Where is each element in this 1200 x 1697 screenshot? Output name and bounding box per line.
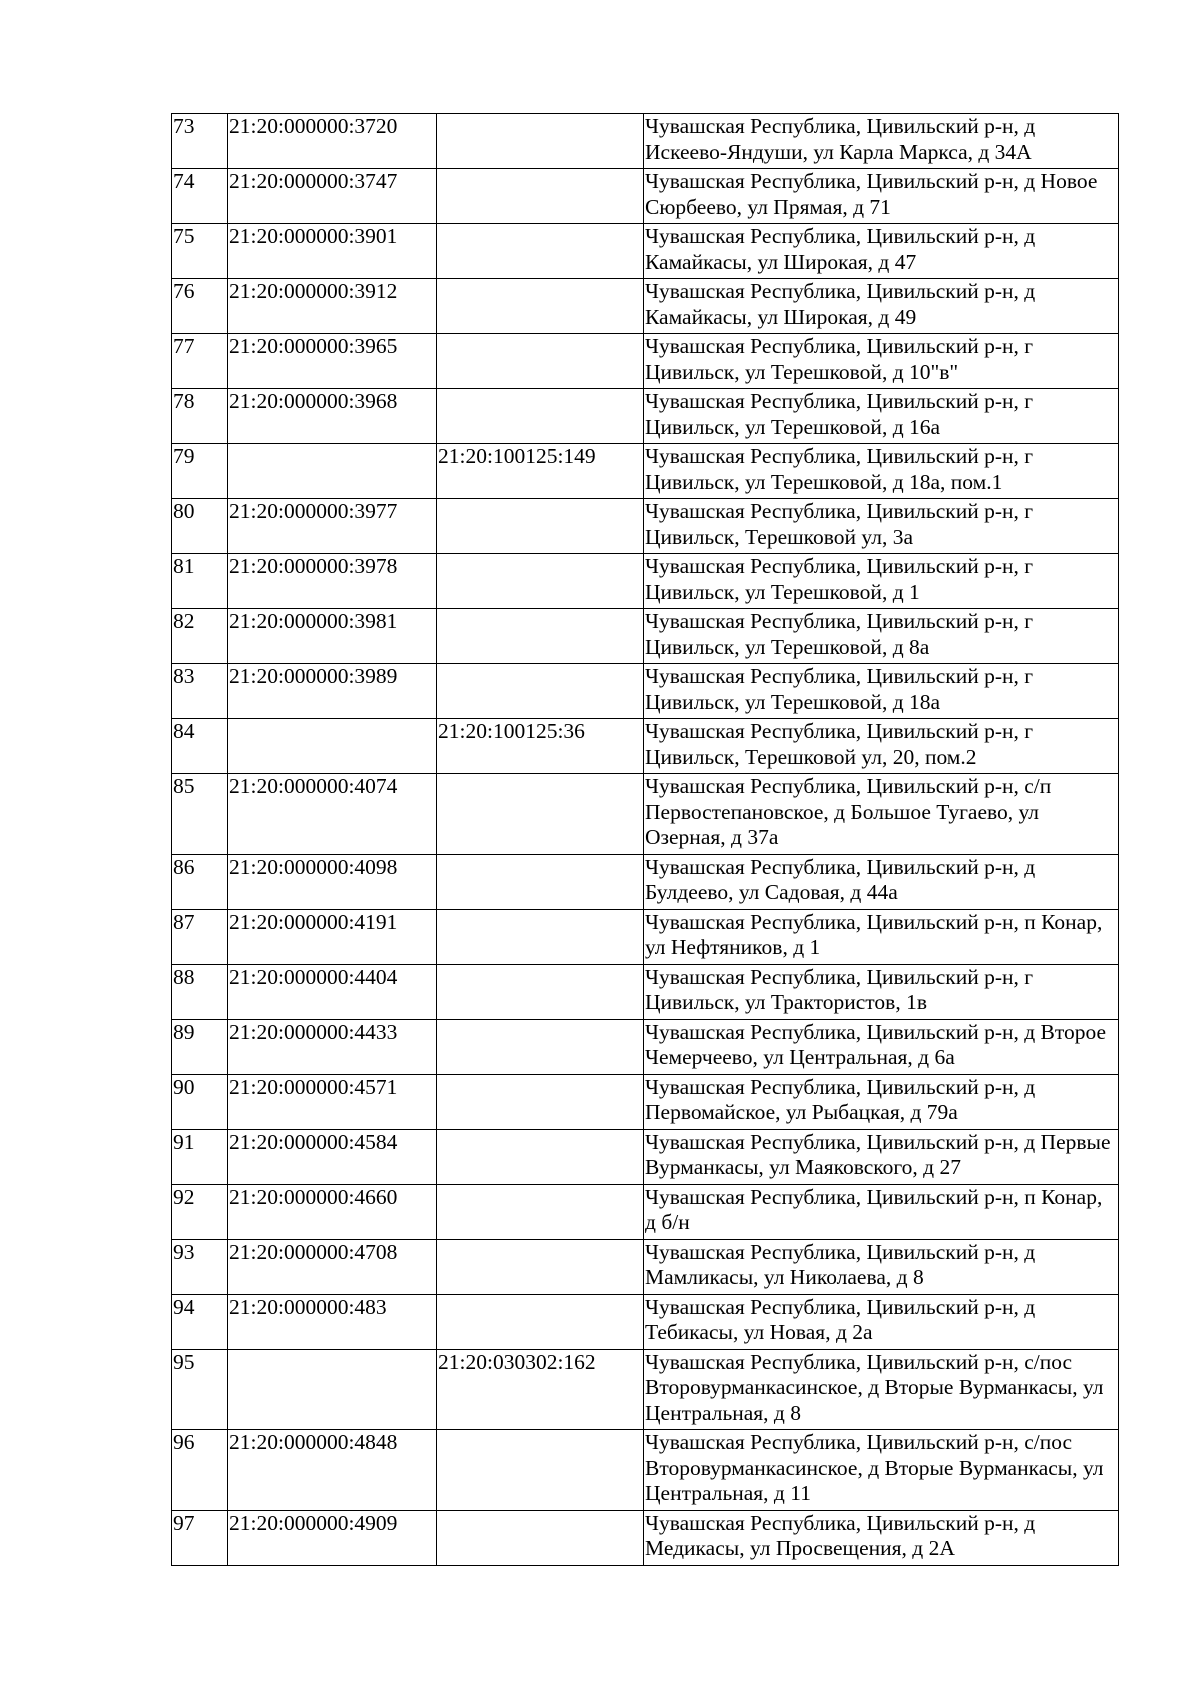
row-number-cell: 93 bbox=[172, 1239, 228, 1294]
table-row bbox=[172, 114, 1119, 169]
table-row bbox=[172, 609, 1119, 664]
premise-cadastral-number-cell bbox=[437, 279, 644, 334]
premise-cadastral-number-cell bbox=[437, 664, 644, 719]
row-number-cell: 86 bbox=[172, 854, 228, 909]
row-number-cell: 84 bbox=[172, 719, 228, 774]
cadastral-number-cell: 21:20:000000:4848 bbox=[228, 1430, 437, 1511]
row-number-cell: 81 bbox=[172, 554, 228, 609]
table-row bbox=[172, 1184, 1119, 1239]
premise-cadastral-number-cell bbox=[437, 909, 644, 964]
premise-cadastral-number-cell bbox=[437, 224, 644, 279]
row-number-cell: 90 bbox=[172, 1074, 228, 1129]
cadastral-number-cell: 21:20:000000:3977 bbox=[228, 499, 437, 554]
table-row bbox=[172, 279, 1119, 334]
row-number-cell: 78 bbox=[172, 389, 228, 444]
table-row bbox=[172, 444, 1119, 499]
address-cell: Чувашская Республика, Цивильский р-н, д Новое Сюрбеево, ул Прямая, д 71 bbox=[644, 169, 1119, 224]
address-cell: Чувашская Республика, Цивильский р-н, г Цивильск, ул Трактористов, 1в bbox=[644, 964, 1119, 1019]
table-row bbox=[172, 719, 1119, 774]
address-cell: Чувашская Республика, Цивильский р-н, п Конар, д б/н bbox=[644, 1184, 1119, 1239]
cadastral-number-cell: 21:20:000000:3981 bbox=[228, 609, 437, 664]
premise-cadastral-number-cell: 21:20:030302:162 bbox=[437, 1349, 644, 1430]
row-number-cell: 76 bbox=[172, 279, 228, 334]
table-row bbox=[172, 854, 1119, 909]
cadastral-number-cell: 21:20:000000:3901 bbox=[228, 224, 437, 279]
table-row bbox=[172, 169, 1119, 224]
premise-cadastral-number-cell bbox=[437, 1184, 644, 1239]
cadastral-number-cell bbox=[228, 719, 437, 774]
cadastral-number-cell: 21:20:000000:4074 bbox=[228, 774, 437, 855]
table-row bbox=[172, 334, 1119, 389]
address-cell: Чувашская Республика, Цивильский р-н, д Булдеево, ул Садовая, д 44а bbox=[644, 854, 1119, 909]
cadastral-number-cell: 21:20:000000:4909 bbox=[228, 1510, 437, 1565]
premise-cadastral-number-cell bbox=[437, 114, 644, 169]
premise-cadastral-number-cell bbox=[437, 1019, 644, 1074]
premise-cadastral-number-cell bbox=[437, 1074, 644, 1129]
table-row bbox=[172, 1349, 1119, 1430]
premise-cadastral-number-cell bbox=[437, 499, 644, 554]
row-number-cell: 74 bbox=[172, 169, 228, 224]
cadastral-number-cell: 21:20:000000:4098 bbox=[228, 854, 437, 909]
row-number-cell: 92 bbox=[172, 1184, 228, 1239]
cadastral-number-cell: 21:20:000000:4708 bbox=[228, 1239, 437, 1294]
premise-cadastral-number-cell: 21:20:100125:149 bbox=[437, 444, 644, 499]
premise-cadastral-number-cell bbox=[437, 774, 644, 855]
cadastral-number-cell: 21:20:000000:4433 bbox=[228, 1019, 437, 1074]
address-cell: Чувашская Республика, Цивильский р-н, г Цивильск, ул Терешковой, д 10"в" bbox=[644, 334, 1119, 389]
row-number-cell: 79 bbox=[172, 444, 228, 499]
cadastral-number-cell: 21:20:000000:3989 bbox=[228, 664, 437, 719]
address-cell: Чувашская Республика, Цивильский р-н, д Камайкасы, ул Широкая, д 47 bbox=[644, 224, 1119, 279]
premise-cadastral-number-cell bbox=[437, 1129, 644, 1184]
address-cell: Чувашская Республика, Цивильский р-н, п Конар, ул Нефтяников, д 1 bbox=[644, 909, 1119, 964]
row-number-cell: 87 bbox=[172, 909, 228, 964]
address-cell: Чувашская Республика, Цивильский р-н, г Цивильск, ул Терешковой, д 16а bbox=[644, 389, 1119, 444]
premise-cadastral-number-cell bbox=[437, 854, 644, 909]
address-cell: Чувашская Республика, Цивильский р-н, г Цивильск, ул Терешковой, д 1 bbox=[644, 554, 1119, 609]
table-row bbox=[172, 1019, 1119, 1074]
address-cell: Чувашская Республика, Цивильский р-н, г Цивильск, ул Терешковой, д 8а bbox=[644, 609, 1119, 664]
premise-cadastral-number-cell bbox=[437, 334, 644, 389]
premise-cadastral-number-cell: 21:20:100125:36 bbox=[437, 719, 644, 774]
cadastral-number-cell: 21:20:000000:4404 bbox=[228, 964, 437, 1019]
row-number-cell: 91 bbox=[172, 1129, 228, 1184]
address-cell: Чувашская Республика, Цивильский р-н, д Первые Вурманкасы, ул Маяковского, д 27 bbox=[644, 1129, 1119, 1184]
address-cell: Чувашская Республика, Цивильский р-н, д Камайкасы, ул Широкая, д 49 bbox=[644, 279, 1119, 334]
address-cell: Чувашская Республика, Цивильский р-н, д Второе Чемерчеево, ул Центральная, д 6а bbox=[644, 1019, 1119, 1074]
premise-cadastral-number-cell bbox=[437, 1239, 644, 1294]
row-number-cell: 96 bbox=[172, 1430, 228, 1511]
table-row bbox=[172, 1510, 1119, 1565]
premise-cadastral-number-cell bbox=[437, 389, 644, 444]
premise-cadastral-number-cell bbox=[437, 1510, 644, 1565]
address-cell: Чувашская Республика, Цивильский р-н, д Мамликасы, ул Николаева, д 8 bbox=[644, 1239, 1119, 1294]
row-number-cell: 83 bbox=[172, 664, 228, 719]
address-cell: Чувашская Республика, Цивильский р-н, г Цивильск, ул Терешковой, д 18а bbox=[644, 664, 1119, 719]
address-cell: Чувашская Республика, Цивильский р-н, г Цивильск, Терешковой ул, 3а bbox=[644, 499, 1119, 554]
row-number-cell: 80 bbox=[172, 499, 228, 554]
premise-cadastral-number-cell bbox=[437, 609, 644, 664]
table-row bbox=[172, 1129, 1119, 1184]
cadastral-number-cell: 21:20:000000:3747 bbox=[228, 169, 437, 224]
table-row bbox=[172, 1074, 1119, 1129]
cadastral-number-cell bbox=[228, 444, 437, 499]
table-row bbox=[172, 554, 1119, 609]
premise-cadastral-number-cell bbox=[437, 169, 644, 224]
cadastral-number-cell: 21:20:000000:4660 bbox=[228, 1184, 437, 1239]
row-number-cell: 94 bbox=[172, 1294, 228, 1349]
address-cell: Чувашская Республика, Цивильский р-н, д Первомайское, ул Рыбацкая, д 79а bbox=[644, 1074, 1119, 1129]
property-register-table bbox=[171, 113, 1119, 1566]
table-row bbox=[172, 499, 1119, 554]
cadastral-number-cell: 21:20:000000:483 bbox=[228, 1294, 437, 1349]
address-cell: Чувашская Республика, Цивильский р-н, с/пос Второвурманкасинское, д Вторые Вурманкасы, ул Центральная, д 8 bbox=[644, 1349, 1119, 1430]
premise-cadastral-number-cell bbox=[437, 1430, 644, 1511]
cadastral-number-cell: 21:20:000000:4584 bbox=[228, 1129, 437, 1184]
row-number-cell: 95 bbox=[172, 1349, 228, 1430]
table-row bbox=[172, 1239, 1119, 1294]
row-number-cell: 89 bbox=[172, 1019, 228, 1074]
address-cell: Чувашская Республика, Цивильский р-н, с/п Первостепановское, д Большое Тугаево, ул Озерная, д 37а bbox=[644, 774, 1119, 855]
address-cell: Чувашская Республика, Цивильский р-н, г Цивильск, Терешковой ул, 20, пом.2 bbox=[644, 719, 1119, 774]
table-row bbox=[172, 1430, 1119, 1511]
row-number-cell: 88 bbox=[172, 964, 228, 1019]
table-body bbox=[172, 114, 1119, 1566]
premise-cadastral-number-cell bbox=[437, 964, 644, 1019]
cadastral-number-cell: 21:20:000000:3720 bbox=[228, 114, 437, 169]
address-cell: Чувашская Республика, Цивильский р-н, с/пос Второвурманкасинское, д Вторые Вурманкасы, ул Центральная, д 11 bbox=[644, 1430, 1119, 1511]
table-row bbox=[172, 1294, 1119, 1349]
table-row bbox=[172, 664, 1119, 719]
row-number-cell: 82 bbox=[172, 609, 228, 664]
cadastral-number-cell: 21:20:000000:4191 bbox=[228, 909, 437, 964]
premise-cadastral-number-cell bbox=[437, 554, 644, 609]
cadastral-number-cell: 21:20:000000:4571 bbox=[228, 1074, 437, 1129]
row-number-cell: 73 bbox=[172, 114, 228, 169]
cadastral-number-cell: 21:20:000000:3968 bbox=[228, 389, 437, 444]
cadastral-number-cell bbox=[228, 1349, 437, 1430]
table-row bbox=[172, 389, 1119, 444]
table-row bbox=[172, 774, 1119, 855]
row-number-cell: 75 bbox=[172, 224, 228, 279]
address-cell: Чувашская Республика, Цивильский р-н, д Медикасы, ул Просвещения, д 2А bbox=[644, 1510, 1119, 1565]
table-row bbox=[172, 964, 1119, 1019]
premise-cadastral-number-cell bbox=[437, 1294, 644, 1349]
table-row bbox=[172, 224, 1119, 279]
address-cell: Чувашская Республика, Цивильский р-н, д Искеево-Яндуши, ул Карла Маркса, д 34А bbox=[644, 114, 1119, 169]
cadastral-number-cell: 21:20:000000:3978 bbox=[228, 554, 437, 609]
table-row bbox=[172, 909, 1119, 964]
row-number-cell: 85 bbox=[172, 774, 228, 855]
cadastral-number-cell: 21:20:000000:3912 bbox=[228, 279, 437, 334]
address-cell: Чувашская Республика, Цивильский р-н, д Тебикасы, ул Новая, д 2а bbox=[644, 1294, 1119, 1349]
row-number-cell: 97 bbox=[172, 1510, 228, 1565]
address-cell: Чувашская Республика, Цивильский р-н, г Цивильск, ул Терешковой, д 18а, пом.1 bbox=[644, 444, 1119, 499]
row-number-cell: 77 bbox=[172, 334, 228, 389]
cadastral-number-cell: 21:20:000000:3965 bbox=[228, 334, 437, 389]
